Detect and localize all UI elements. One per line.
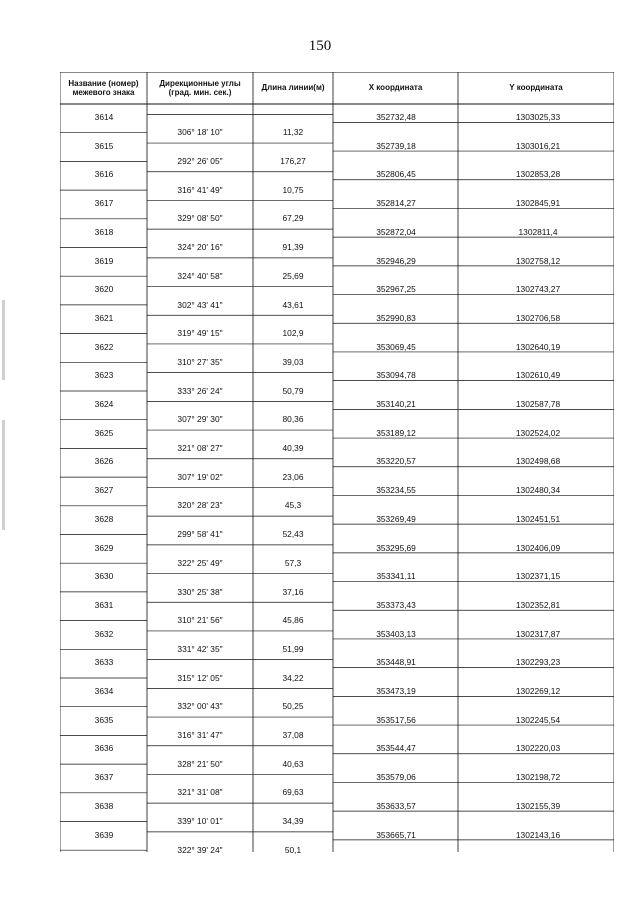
point-name: 3620	[94, 284, 114, 295]
x-coordinate: 352806,45	[376, 169, 416, 180]
line-length: 37,16	[282, 586, 304, 597]
line-length: 50,1	[284, 844, 302, 855]
x-coordinate: 353448,91	[376, 657, 416, 668]
line-length: 45,3	[284, 500, 302, 511]
point-name: 3615	[94, 140, 114, 151]
x-coordinate: 353473,19	[376, 686, 416, 696]
direction-angle: 320° 28' 23"	[177, 500, 223, 511]
direction-angle: 329° 08' 50"	[177, 213, 223, 224]
y-coordinate: 1302317,87	[515, 628, 561, 639]
y-coordinate: 1302220,03	[515, 743, 561, 754]
y-coordinate: 1302853,28	[515, 169, 561, 180]
y-coordinate: 1302293,23	[515, 657, 561, 668]
point-name: 3625	[94, 427, 114, 438]
direction-angle: 331° 42' 35"	[177, 643, 223, 654]
y-coordinate: 1302143,16	[515, 829, 561, 840]
point-name: 3627	[94, 485, 114, 496]
line-length: 102,9	[282, 328, 304, 339]
point-name: 3630	[94, 571, 114, 582]
point-name: 3629	[94, 542, 114, 553]
y-coordinate: 1302269,12	[515, 686, 561, 696]
x-coordinate: 353220,57	[376, 456, 416, 467]
point-name: 3634	[94, 686, 114, 696]
y-coordinate: 1302498,68	[515, 456, 561, 467]
direction-angle: 321° 31' 08"	[177, 787, 223, 798]
y-coordinate: 1302640,19	[515, 341, 561, 352]
x-coordinate: 353544,47	[376, 743, 416, 754]
binding-margin-mark	[2, 420, 5, 530]
line-length: 40,39	[282, 443, 304, 454]
y-coordinate: 1302706,58	[515, 312, 561, 323]
x-coordinate: 353373,43	[376, 599, 416, 610]
line-length: 80,36	[282, 414, 304, 425]
direction-angle: 292° 26' 05"	[177, 156, 223, 167]
line-length: 23,06	[282, 471, 304, 482]
point-name: 3622	[94, 341, 114, 352]
point-name: 3618	[94, 226, 114, 237]
line-length: 91,39	[282, 242, 304, 253]
direction-angle: 330° 25' 38"	[177, 586, 223, 597]
x-coordinate: 353517,56	[376, 714, 416, 725]
line-length: 34,22	[282, 672, 304, 683]
point-name: 3637	[94, 772, 114, 783]
point-name: 3635	[94, 714, 114, 725]
direction-angle: 321° 08' 27"	[177, 443, 223, 454]
direction-angle: 306° 18' 10"	[177, 127, 223, 138]
x-coordinate: 353189,12	[376, 427, 416, 438]
x-coordinate: 353140,21	[376, 399, 416, 409]
x-coordinate: 353094,78	[376, 370, 416, 381]
direction-angle: 328° 21' 50"	[177, 758, 223, 769]
page-number: 150	[308, 38, 332, 54]
y-coordinate: 1303016,21	[515, 140, 561, 151]
point-name: 3614	[94, 112, 114, 122]
header-point-name: Название (номер) межевого знака	[68, 78, 139, 97]
y-coordinate: 1302371,15	[515, 571, 561, 582]
direction-angle: 332° 00' 43"	[177, 701, 223, 712]
y-coordinate: 1302743,27	[515, 284, 561, 295]
y-coordinate: 1302845,91	[515, 198, 561, 209]
x-coordinate: 353403,13	[376, 628, 416, 639]
point-name: 3623	[94, 370, 114, 381]
y-coordinate: 1302758,12	[515, 255, 561, 266]
direction-angle: 339° 10' 01"	[177, 816, 223, 827]
header-x-coordinate: X координата	[368, 83, 423, 93]
y-coordinate: 1303025,33	[515, 112, 561, 122]
y-coordinate: 1302811,4	[518, 226, 558, 237]
x-coordinate: 353234,55	[376, 485, 416, 496]
y-coordinate: 1302451,51	[515, 513, 561, 524]
line-length: 25,69	[282, 270, 304, 281]
y-coordinate: 1302155,39	[515, 800, 561, 811]
y-coordinate: 1302524,02	[515, 427, 561, 438]
point-name: 3616	[94, 169, 114, 180]
x-coordinate: 352946,29	[376, 255, 416, 266]
point-name: 3628	[94, 513, 114, 524]
direction-angle: 322° 25' 49"	[177, 557, 223, 568]
point-name: 3633	[94, 657, 114, 668]
point-name: 3638	[94, 800, 114, 811]
x-coordinate: 352990,83	[376, 312, 416, 323]
point-name: 3631	[94, 599, 114, 610]
line-length: 52,43	[282, 529, 304, 540]
point-name: 3632	[94, 628, 114, 639]
y-coordinate: 1302610,49	[515, 370, 561, 381]
direction-angle: 302° 43' 41"	[177, 299, 223, 310]
y-coordinate: 1302352,81	[515, 599, 561, 610]
point-name: 3624	[94, 399, 114, 409]
direction-angle: 310° 27' 35"	[177, 356, 223, 367]
line-length: 50,79	[282, 385, 304, 396]
x-coordinate: 353665,71	[376, 829, 416, 840]
line-length: 176,27	[280, 156, 306, 167]
direction-angle: 316° 31' 47"	[177, 730, 223, 741]
line-length: 50,25	[282, 701, 304, 712]
point-name: 3619	[94, 255, 114, 266]
direction-angle: 299° 58' 41"	[177, 529, 223, 540]
point-name: 3636	[94, 743, 114, 754]
line-length: 34,39	[282, 816, 304, 827]
header-y-coordinate: Y координата	[509, 83, 563, 93]
direction-angle: 333° 26' 24"	[177, 385, 223, 396]
line-length: 10,75	[282, 184, 304, 195]
header-direction-angle: Дирекционные углы (град. мин. сек.)	[159, 78, 241, 97]
point-name: 3639	[94, 829, 114, 840]
line-length: 43,61	[282, 299, 304, 310]
point-name: 3621	[94, 312, 114, 323]
x-coordinate: 353269,49	[376, 513, 416, 524]
y-coordinate: 1302245,54	[515, 714, 561, 725]
direction-angle: 324° 40' 58"	[177, 270, 223, 281]
direction-angle: 322° 39' 24"	[177, 844, 223, 855]
x-coordinate: 353579,06	[376, 772, 416, 783]
x-coordinate: 352967,25	[376, 284, 416, 295]
line-length: 39,03	[282, 356, 304, 367]
direction-angle: 310° 21' 56"	[177, 615, 223, 626]
header-line-length: Длина линии(м)	[261, 83, 325, 93]
x-coordinate: 352872,04	[376, 226, 416, 237]
y-coordinate: 1302406,09	[515, 542, 561, 553]
line-length: 69,63	[282, 787, 304, 798]
x-coordinate: 353341,11	[376, 571, 416, 582]
line-length: 11,32	[282, 127, 304, 138]
direction-angle: 319° 49' 15"	[177, 328, 223, 339]
line-length: 45,86	[282, 615, 304, 626]
direction-angle: 316° 41' 49"	[177, 184, 223, 195]
direction-angle: 324° 20' 16"	[177, 242, 223, 253]
line-length: 37,08	[282, 730, 304, 741]
point-name: 3626	[94, 456, 114, 467]
line-length: 51,99	[282, 643, 304, 654]
line-length: 67,29	[282, 213, 304, 224]
x-coordinate: 352814,27	[376, 198, 416, 209]
binding-margin-mark	[2, 300, 5, 380]
direction-angle: 307° 19' 02"	[177, 471, 223, 482]
direction-angle: 307° 29' 30"	[177, 414, 223, 425]
line-length: 57,3	[284, 557, 302, 568]
x-coordinate: 353069,45	[376, 341, 416, 352]
y-coordinate: 1302480,34	[515, 485, 561, 496]
x-coordinate: 352739,18	[376, 140, 416, 151]
x-coordinate: 353295,69	[376, 542, 416, 553]
x-coordinate: 353633,57	[376, 800, 416, 811]
line-length: 40,63	[282, 758, 304, 769]
direction-angle: 315° 12' 05"	[177, 672, 223, 683]
y-coordinate: 1302587,78	[515, 399, 561, 409]
point-name: 3617	[94, 198, 114, 209]
y-coordinate: 1302198,72	[515, 772, 561, 783]
x-coordinate: 352732,48	[376, 112, 416, 122]
